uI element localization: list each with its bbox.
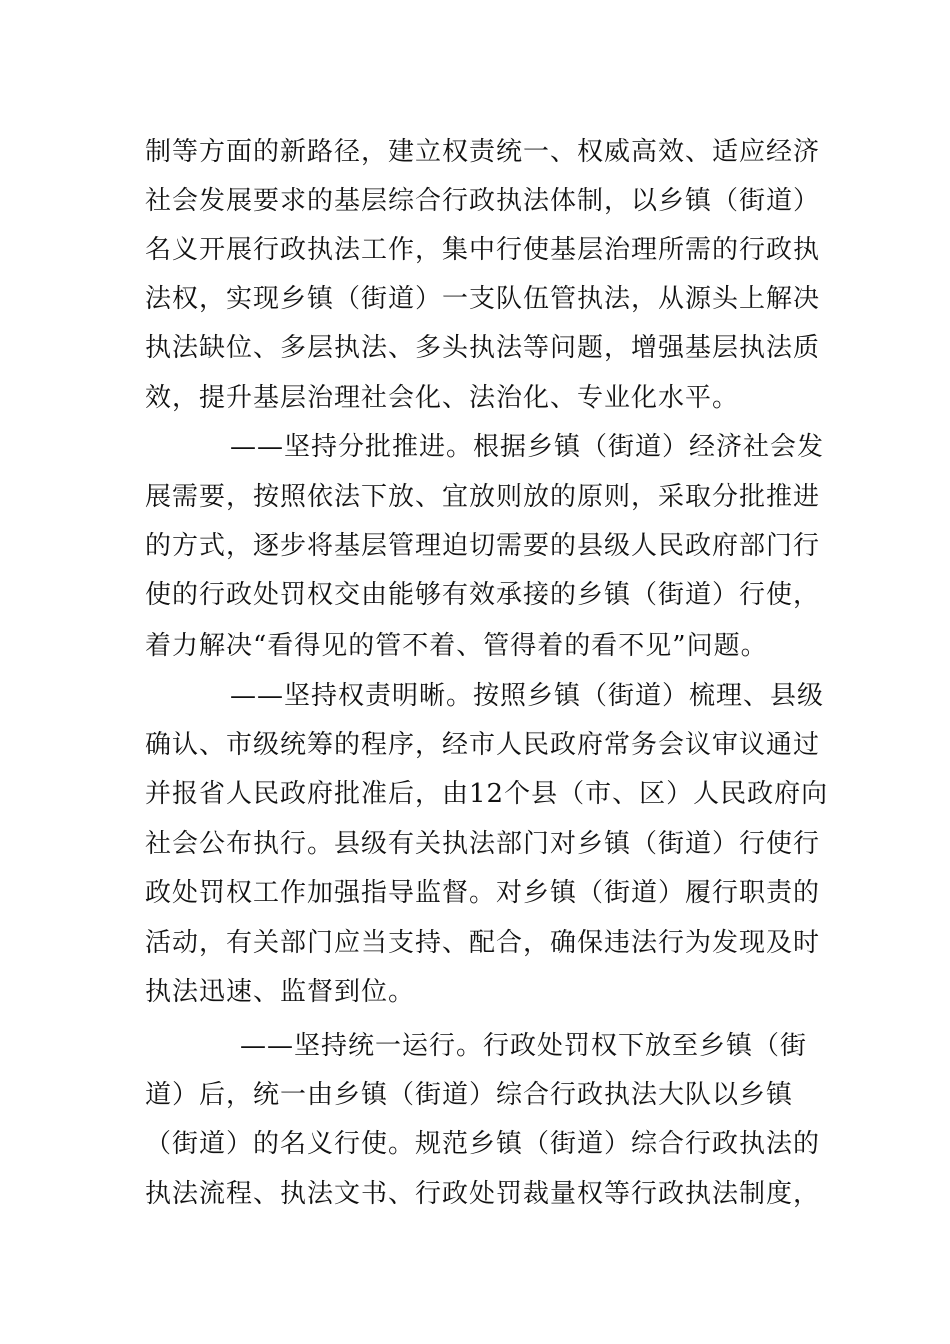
text-line: 政处罚权工作加强指导监督。对乡镇（街道）履行职责的: [145, 878, 821, 908]
text-line: 法权，实现乡镇（街道）一支队伍管执法，从源头上解决: [145, 284, 821, 314]
text-line: 社会公布执行。县级有关执法部门对乡镇（街道）行使行: [145, 829, 821, 859]
text-line: 确认、市级统筹的程序，经市人民政府常务会议审议通过: [145, 730, 821, 760]
text-line: 社会发展要求的基层综合行政执法体制，以乡镇（街道）: [145, 186, 821, 216]
text-line: 活动，有关部门应当支持、配合，确保违法行为发现及时: [145, 928, 821, 958]
text-line: 执法缺位、多层执法、多头执法等问题，增强基层执法质: [145, 333, 821, 363]
text-line: 道）后，统一由乡镇（街道）综合行政执法大队以乡镇: [145, 1080, 794, 1110]
text-line: 着力解决“看得见的管不着、管得着的看不见”问题。: [145, 631, 768, 661]
text-line: 使的行政处罚权交由能够有效承接的乡镇（街道）行使，: [145, 580, 821, 610]
text-line: 效，提升基层治理社会化、法治化、专业化水平。: [145, 383, 740, 413]
text-line: 的方式，逐步将基层管理迫切需要的县级人民政府部门行: [145, 531, 821, 561]
text-line: 名义开展行政执法工作，集中行使基层治理所需的行政执: [145, 235, 821, 265]
paragraph-heading-line: ——坚持分批推进。根据乡镇（街道）经济社会发: [230, 432, 825, 462]
text-line: 执法迅速、监督到位。: [145, 977, 416, 1007]
text-line: 制等方面的新路径，建立权责统一、权威高效、适应经济: [145, 137, 821, 167]
text-line: 展需要，按照依法下放、宜放则放的原则，采取分批推进: [145, 482, 821, 512]
paragraph-heading-line: ——坚持统一运行。行政处罚权下放至乡镇（街: [240, 1031, 808, 1061]
text-line: （街道）的名义行使。规范乡镇（街道）综合行政执法的: [145, 1129, 821, 1159]
paragraph-heading-line: ——坚持权责明晰。按照乡镇（街道）梳理、县级: [230, 681, 825, 711]
text-line: 并报省人民政府批准后，由12个县（市、区）人民政府向: [145, 779, 829, 809]
text-line: 执法流程、执法文书、行政处罚裁量权等行政执法制度，: [145, 1179, 821, 1209]
